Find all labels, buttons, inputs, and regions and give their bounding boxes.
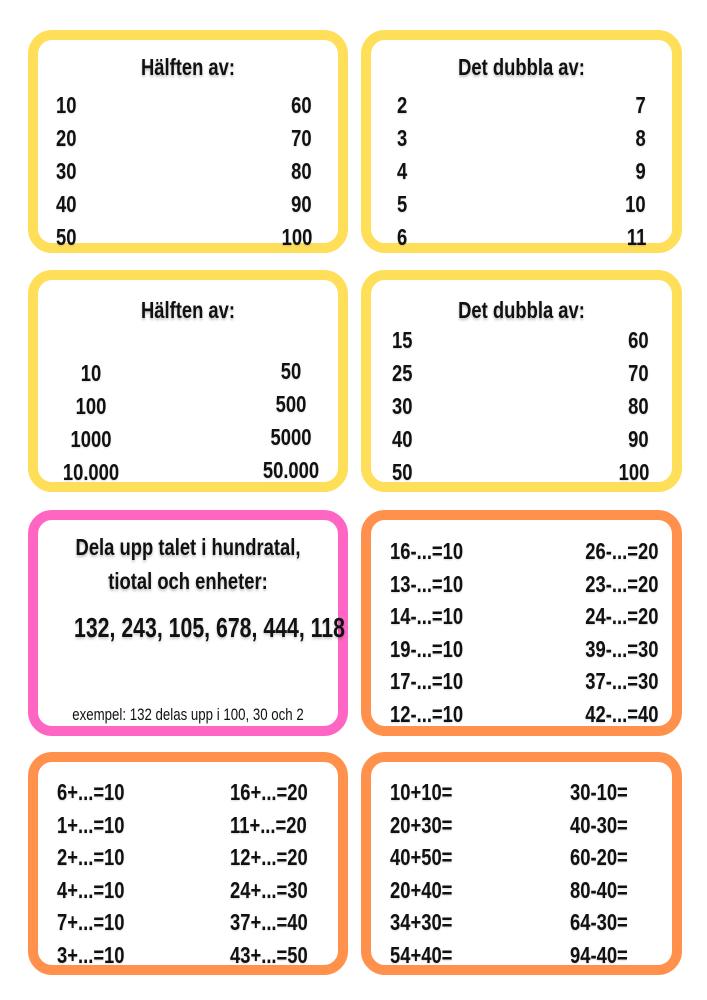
exercise-item: 15	[392, 327, 413, 353]
exercise-item: 60	[291, 92, 312, 118]
card-title-line2: tiotal och enheter:	[108, 568, 268, 594]
exercise-item: 30	[392, 393, 413, 419]
exercise-item: 3+...=10	[57, 942, 125, 968]
exercise-item: 30-10=	[570, 779, 628, 805]
exercise-item: 7	[635, 92, 646, 118]
exercise-item: 94-40=	[570, 942, 628, 968]
exercise-item: 90	[628, 426, 649, 452]
exercise-item: 13-...=10	[390, 570, 464, 597]
exercise-item: 34+30=	[390, 909, 453, 936]
exercise-item: 17-...=10	[390, 668, 464, 695]
exercise-item: 4+...=10	[57, 876, 125, 903]
exercise-item: 20	[56, 125, 77, 151]
card-title-line1: Dela upp talet i hundratal,	[75, 534, 301, 560]
exercise-item: 16+...=20	[230, 779, 308, 805]
exercise-item: 1000	[70, 426, 111, 452]
exercise-item: 10	[80, 360, 101, 386]
card-double-2	[361, 270, 682, 492]
exercise-item: 10.000	[62, 459, 119, 485]
exercise-item: 80	[628, 393, 649, 419]
exercise-item: 40	[56, 191, 77, 217]
numbers-to-split: 132, 243, 105, 678, 444, 118	[74, 612, 345, 643]
exercise-item: 1+...=10	[57, 811, 125, 838]
exercise-item: 11+...=20	[230, 811, 307, 838]
exercise-item: 70	[291, 125, 312, 151]
exercise-item: 25	[392, 360, 413, 386]
exercise-item: 40+50=	[390, 844, 453, 871]
exercise-item: 30	[56, 158, 77, 184]
exercise-item: 23-...=20	[584, 570, 658, 597]
exercise-item: 7+...=10	[57, 909, 125, 936]
exercise-item: 11	[626, 224, 646, 250]
card-title: Det dubbla av:	[458, 54, 585, 80]
exercise-item: 37-...=30	[584, 668, 658, 695]
card-addition-missing	[28, 752, 348, 975]
example-text: exempel: 132 delas upp i 100, 30 och 2	[72, 705, 304, 724]
card-subtraction-missing	[361, 510, 682, 736]
card-title: Det dubbla av:	[458, 297, 585, 323]
exercise-item: 80-40=	[570, 876, 628, 903]
exercise-item: 90	[291, 191, 312, 217]
exercise-item: 39-...=30	[584, 635, 658, 662]
exercise-item: 40-30=	[570, 811, 628, 838]
exercise-item: 100	[618, 459, 649, 485]
exercise-item: 20+40=	[390, 876, 453, 903]
card-add-subtract	[361, 752, 682, 975]
exercise-item: 50	[392, 459, 413, 485]
exercise-item: 80	[291, 158, 312, 184]
exercise-item: 24+...=30	[230, 876, 308, 903]
exercise-item: 4	[397, 158, 408, 184]
exercise-item: 8	[635, 125, 646, 151]
exercise-item: 6+...=10	[57, 779, 125, 805]
exercise-item: 2+...=10	[57, 844, 125, 871]
exercise-item: 5000	[270, 424, 311, 450]
exercise-item: 6	[397, 224, 408, 250]
exercise-item: 37+...=40	[230, 909, 308, 936]
exercise-item: 2	[397, 92, 408, 118]
exercise-item: 10	[56, 92, 77, 118]
exercise-item: 500	[275, 391, 306, 417]
card-half-1	[28, 30, 348, 253]
exercise-item: 50	[56, 224, 77, 250]
exercise-item: 10+10=	[390, 779, 453, 805]
exercise-item: 60-20=	[570, 844, 628, 871]
exercise-item: 40	[392, 426, 413, 452]
exercise-item: 64-30=	[570, 909, 628, 936]
exercise-item: 12-...=10	[390, 701, 464, 727]
exercise-item: 50	[280, 358, 301, 384]
card-title: Hälften av:	[140, 54, 236, 80]
exercise-item: 70	[628, 360, 649, 386]
card-title: Hälften av:	[140, 297, 236, 323]
exercise-item: 43+...=50	[230, 942, 308, 968]
exercise-item: 54+40=	[390, 942, 453, 968]
exercise-item: 19-...=10	[390, 635, 464, 662]
exercise-item: 50.000	[262, 457, 319, 483]
exercise-item: 16-...=10	[390, 538, 464, 564]
exercise-item: 100	[281, 224, 312, 250]
exercise-item: 10	[625, 191, 646, 217]
card-half-2	[28, 270, 348, 492]
exercise-item: 5	[397, 191, 408, 217]
exercise-item: 3	[397, 125, 408, 151]
exercise-item: 42-...=40	[584, 701, 658, 727]
card-place-value	[28, 510, 348, 736]
exercise-item: 100	[75, 393, 106, 419]
exercise-item: 12+...=20	[230, 844, 308, 871]
exercise-item: 9	[635, 158, 646, 184]
exercise-item: 60	[628, 327, 649, 353]
exercise-item: 26-...=20	[584, 538, 658, 564]
exercise-item: 14-...=10	[390, 603, 464, 630]
card-double-1	[361, 30, 682, 253]
exercise-item: 20+30=	[390, 811, 453, 838]
exercise-item: 24-...=20	[584, 603, 658, 630]
